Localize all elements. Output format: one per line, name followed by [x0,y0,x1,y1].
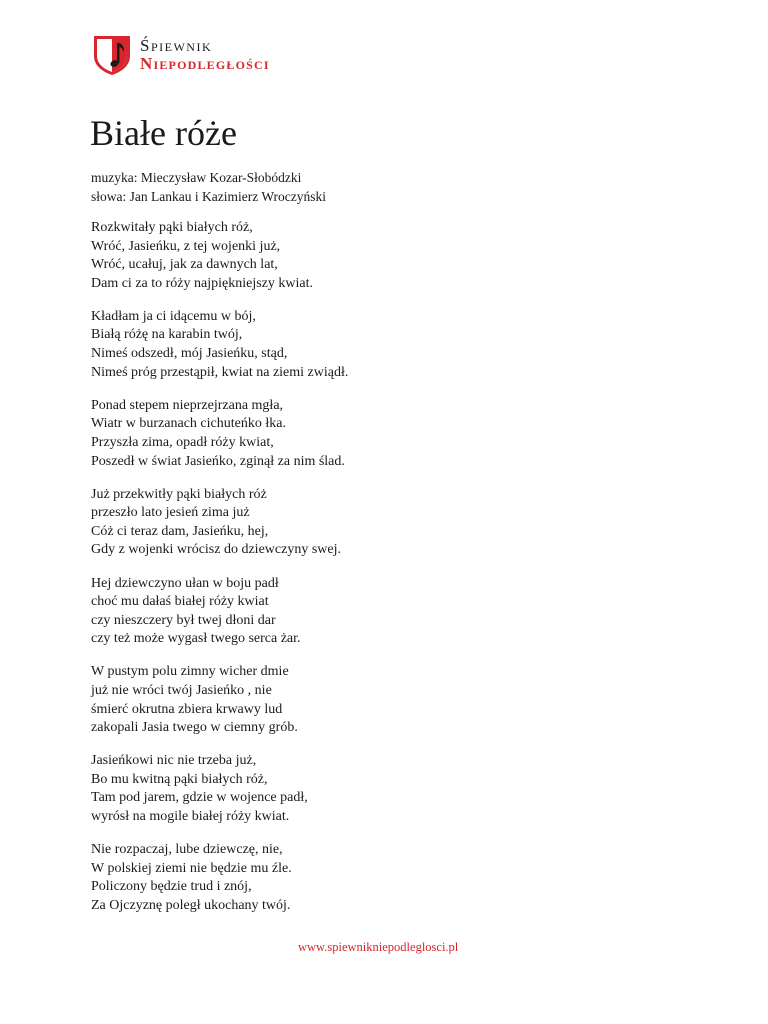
lyric-line: Za Ojczyznę poległ ukochany twój. [91,897,291,913]
lyric-line: Już przekwitły pąki białych róż [91,486,267,502]
lyric-line: Przyszła zima, opadł róży kwiat, [91,434,274,450]
lyric-line: już nie wróci twój Jasieńko , nie [91,682,272,698]
stanza-7 [91,752,348,826]
lyric-line: Hej dziewczyno ułan w boju padł [91,575,279,591]
lyric-line: Wróć, Jasieńku, z tej wojenki już, [91,238,281,254]
music-note-shield-icon [92,34,132,76]
lyric-line: choć mu dałaś białej róży kwiat [91,594,269,610]
song-lyrics [91,219,348,930]
stanza-6 [91,663,348,737]
lyric-line: śmierć okrutna zbiera krwawy lud [91,701,283,717]
lyric-line: Rozkwitały pąki białych róż, [91,220,253,235]
brand-name-line1: Śpiewnik [140,36,213,55]
lyric-line: Poszedł w świat Jasieńko, zginął za nim ślad. [91,453,345,469]
lyric-line: Kładłam ja ci idącemu w bój, [91,308,256,324]
website-link[interactable]: www.spiewnikniepodleglosci.pl [298,940,459,954]
lyric-line: W pustym polu zimny wicher dmie [91,664,289,680]
lyric-line: Nimeś odszedł, mój Jasieńku, stąd, [91,346,288,362]
lyric-line: Nimeś próg przestąpił, kwiat na ziemi zwiądł. [91,364,349,380]
lyric-line: Bo mu kwitną pąki białych róż, [91,771,268,787]
lyric-line: Ponad stepem nieprzejrzana mgła, [91,397,284,413]
stanza-1 [91,219,348,293]
lyric-line: przeszło lato jesień zima już [91,505,250,521]
lyric-line: Dam ci za to róży najpiękniejszy kwiat. [91,275,313,291]
brand-name-line2: Niepodległości [140,54,270,73]
lyric-line: Policzony będzie trud i znój, [91,879,252,895]
lyric-line: czy też może wygasł twego serca żar. [91,631,301,647]
lyric-line: Cóż ci teraz dam, Jasieńku, hej, [91,523,269,539]
stanza-4 [91,486,348,560]
lyric-line: wyrósł na mogile białej róży kwiat. [91,809,290,825]
lyric-line: zakopali Jasia twego w ciemny grób. [91,720,298,736]
lyric-line: Nie rozpaczaj, lube dziewczę, nie, [91,842,283,858]
lyric-line: Białą różę na karabin twój, [91,327,243,343]
stanza-3 [91,397,348,471]
lyric-line: Tam pod jarem, gdzie w wojence padł, [91,790,308,806]
music-credit: muzyka: Mieczysław Kozar-Słobódzki [91,170,302,185]
lyric-line: czy nieszczery był twej dłoni dar [91,612,276,628]
stanza-5 [91,575,348,649]
stanza-8 [91,841,348,915]
lyric-line: Wiatr w burzanach cichuteńko łka. [91,416,286,432]
song-title: Białe róże [90,113,237,153]
brand-logo [92,34,270,76]
lyrics-credit: słowa: Jan Lankau i Kazimierz Wroczyński [91,189,327,204]
lyric-line: W polskiej ziemi nie będzie mu źle. [91,860,292,876]
lyric-line: Wróć, ucałuj, jak za dawnych lat, [91,257,278,273]
song-credits [91,168,326,206]
stanza-2 [91,308,348,382]
lyric-line: Gdy z wojenki wrócisz do dziewczyny swej. [91,542,341,558]
lyric-line: Jasieńkowi nic nie trzeba już, [91,753,257,769]
